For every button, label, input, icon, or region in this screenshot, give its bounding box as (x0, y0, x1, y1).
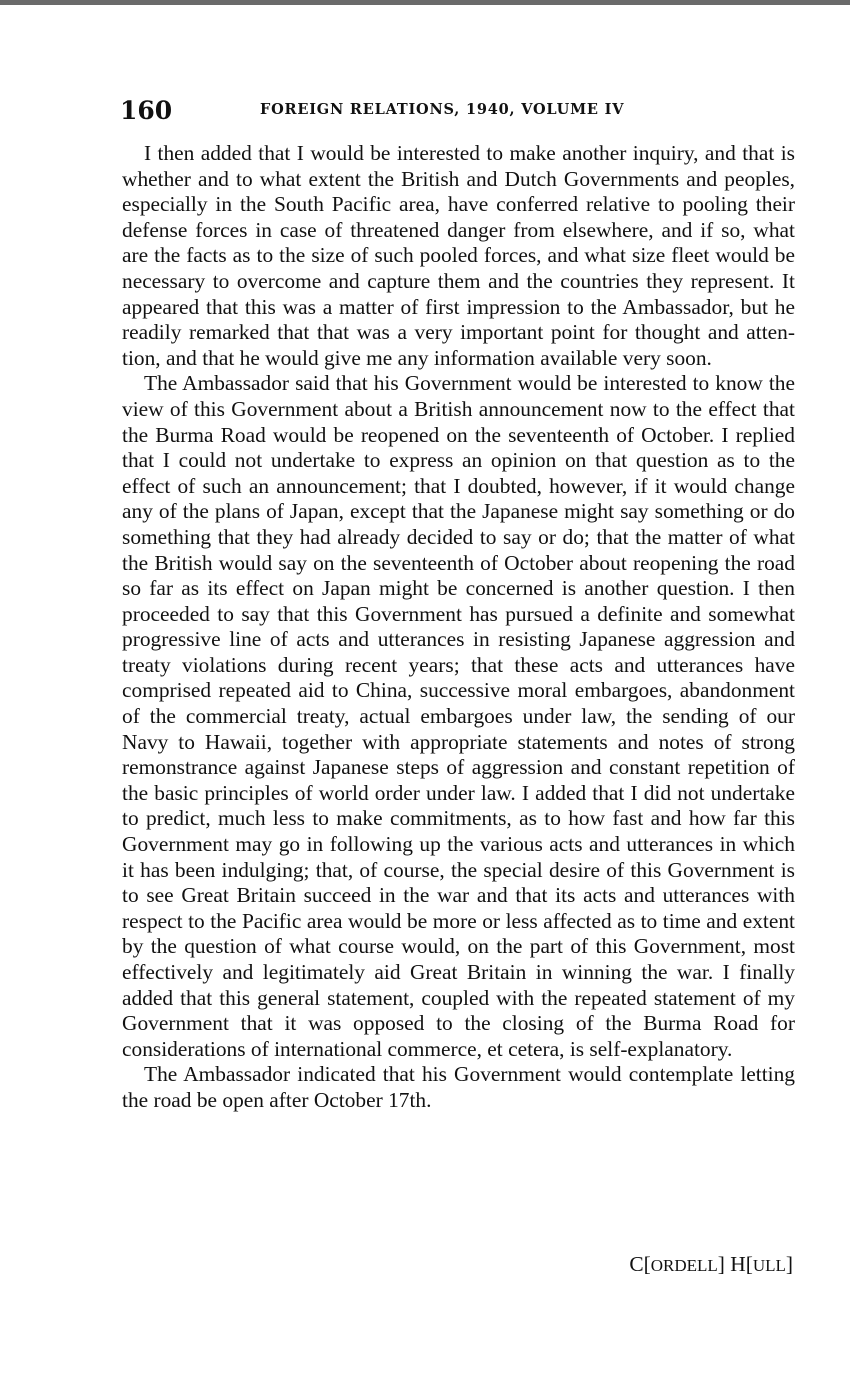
signature-last-rest: ULL (752, 1256, 786, 1275)
page-number: 160 (120, 96, 173, 125)
signature-last-initial: H (730, 1252, 746, 1276)
paragraph-inquiry: I then added that I would be interested to make another inquiry, and that is whether and to what extent the British and Dutch Governments and peoples, especially in the South Pacific area, have conferred relative to pooling their defense forces in case of threatened danger from elsewhere, and if so, what are the facts as to the size of such pooled forces, and what size fleet would be necessary to overcome and capture them and the countries they represent. It appeared that this was a matter of first impression to the Ambassador, but he readily remarked that that was a very important point for thought and attention, and that he would give me any information available very soon. (122, 141, 795, 370)
paragraph-closing: The Ambassador indicated that his Government would contemplate letting the road be open after October 17th. (122, 1062, 795, 1112)
scan-edge (0, 0, 850, 5)
signature-first-initial: C (629, 1252, 644, 1276)
signature: C[ORDELL] H[ULL] (629, 1252, 793, 1276)
signature-first-rest: ORDELL (650, 1256, 718, 1275)
running-head: FOREIGN RELATIONS, 1940, VOLUME IV (260, 101, 625, 118)
page-header (120, 96, 795, 126)
body-text (122, 141, 795, 1114)
paragraph-burma-road: The Ambassador said that his Government would be interested to know the view of this Government about a British announcement now to the effect that the Burma Road would be reopened on the seventeenth of October. I replied that I could not undertake to express an opinion on that question as to the effect of such an announcement; that I doubted, however, if it would change any of the plans of Japan, except that the Japanese might say something or do something that they had already decided to say or do; that the matter of what the British would say on the seventeenth of October about reopening the road so far as its effect on Japan might be concerned is another question. I then proceeded to say that this Government has pursued a definite and somewhat progressive line of acts and utterances in resisting Japanese aggression and treaty violations during recent years; that these acts and utterances have comprised repeated aid to China, successive moral embargoes, abandonment of the commercial treaty, actual embargoes under law, the sending of our Navy to Hawaii, together with appropriate statements and notes of strong remonstrance against Japanese steps of aggression and constant repetition of the basic principles of world order under law. I added that I did not undertake to predict, much less to make commitments, as to how fast and how far this Government may go in following up the various acts and utterances in which it has been indulging; that, of course, the special desire of this Government is to see Great Britain succeed in the war and that its acts and utterances with respect to the Pacific area would be more or less affected as to time and extent by the question of what course would, on the part of this Government, most effectively and legitimately aid Great Britain in winning the war. I finally added that this general statement, coupled with the repeated statement of my Government that it was opposed to the closing of the Burma Road for considerations of international commerce, et cetera, is self-explanatory. (122, 371, 795, 1061)
